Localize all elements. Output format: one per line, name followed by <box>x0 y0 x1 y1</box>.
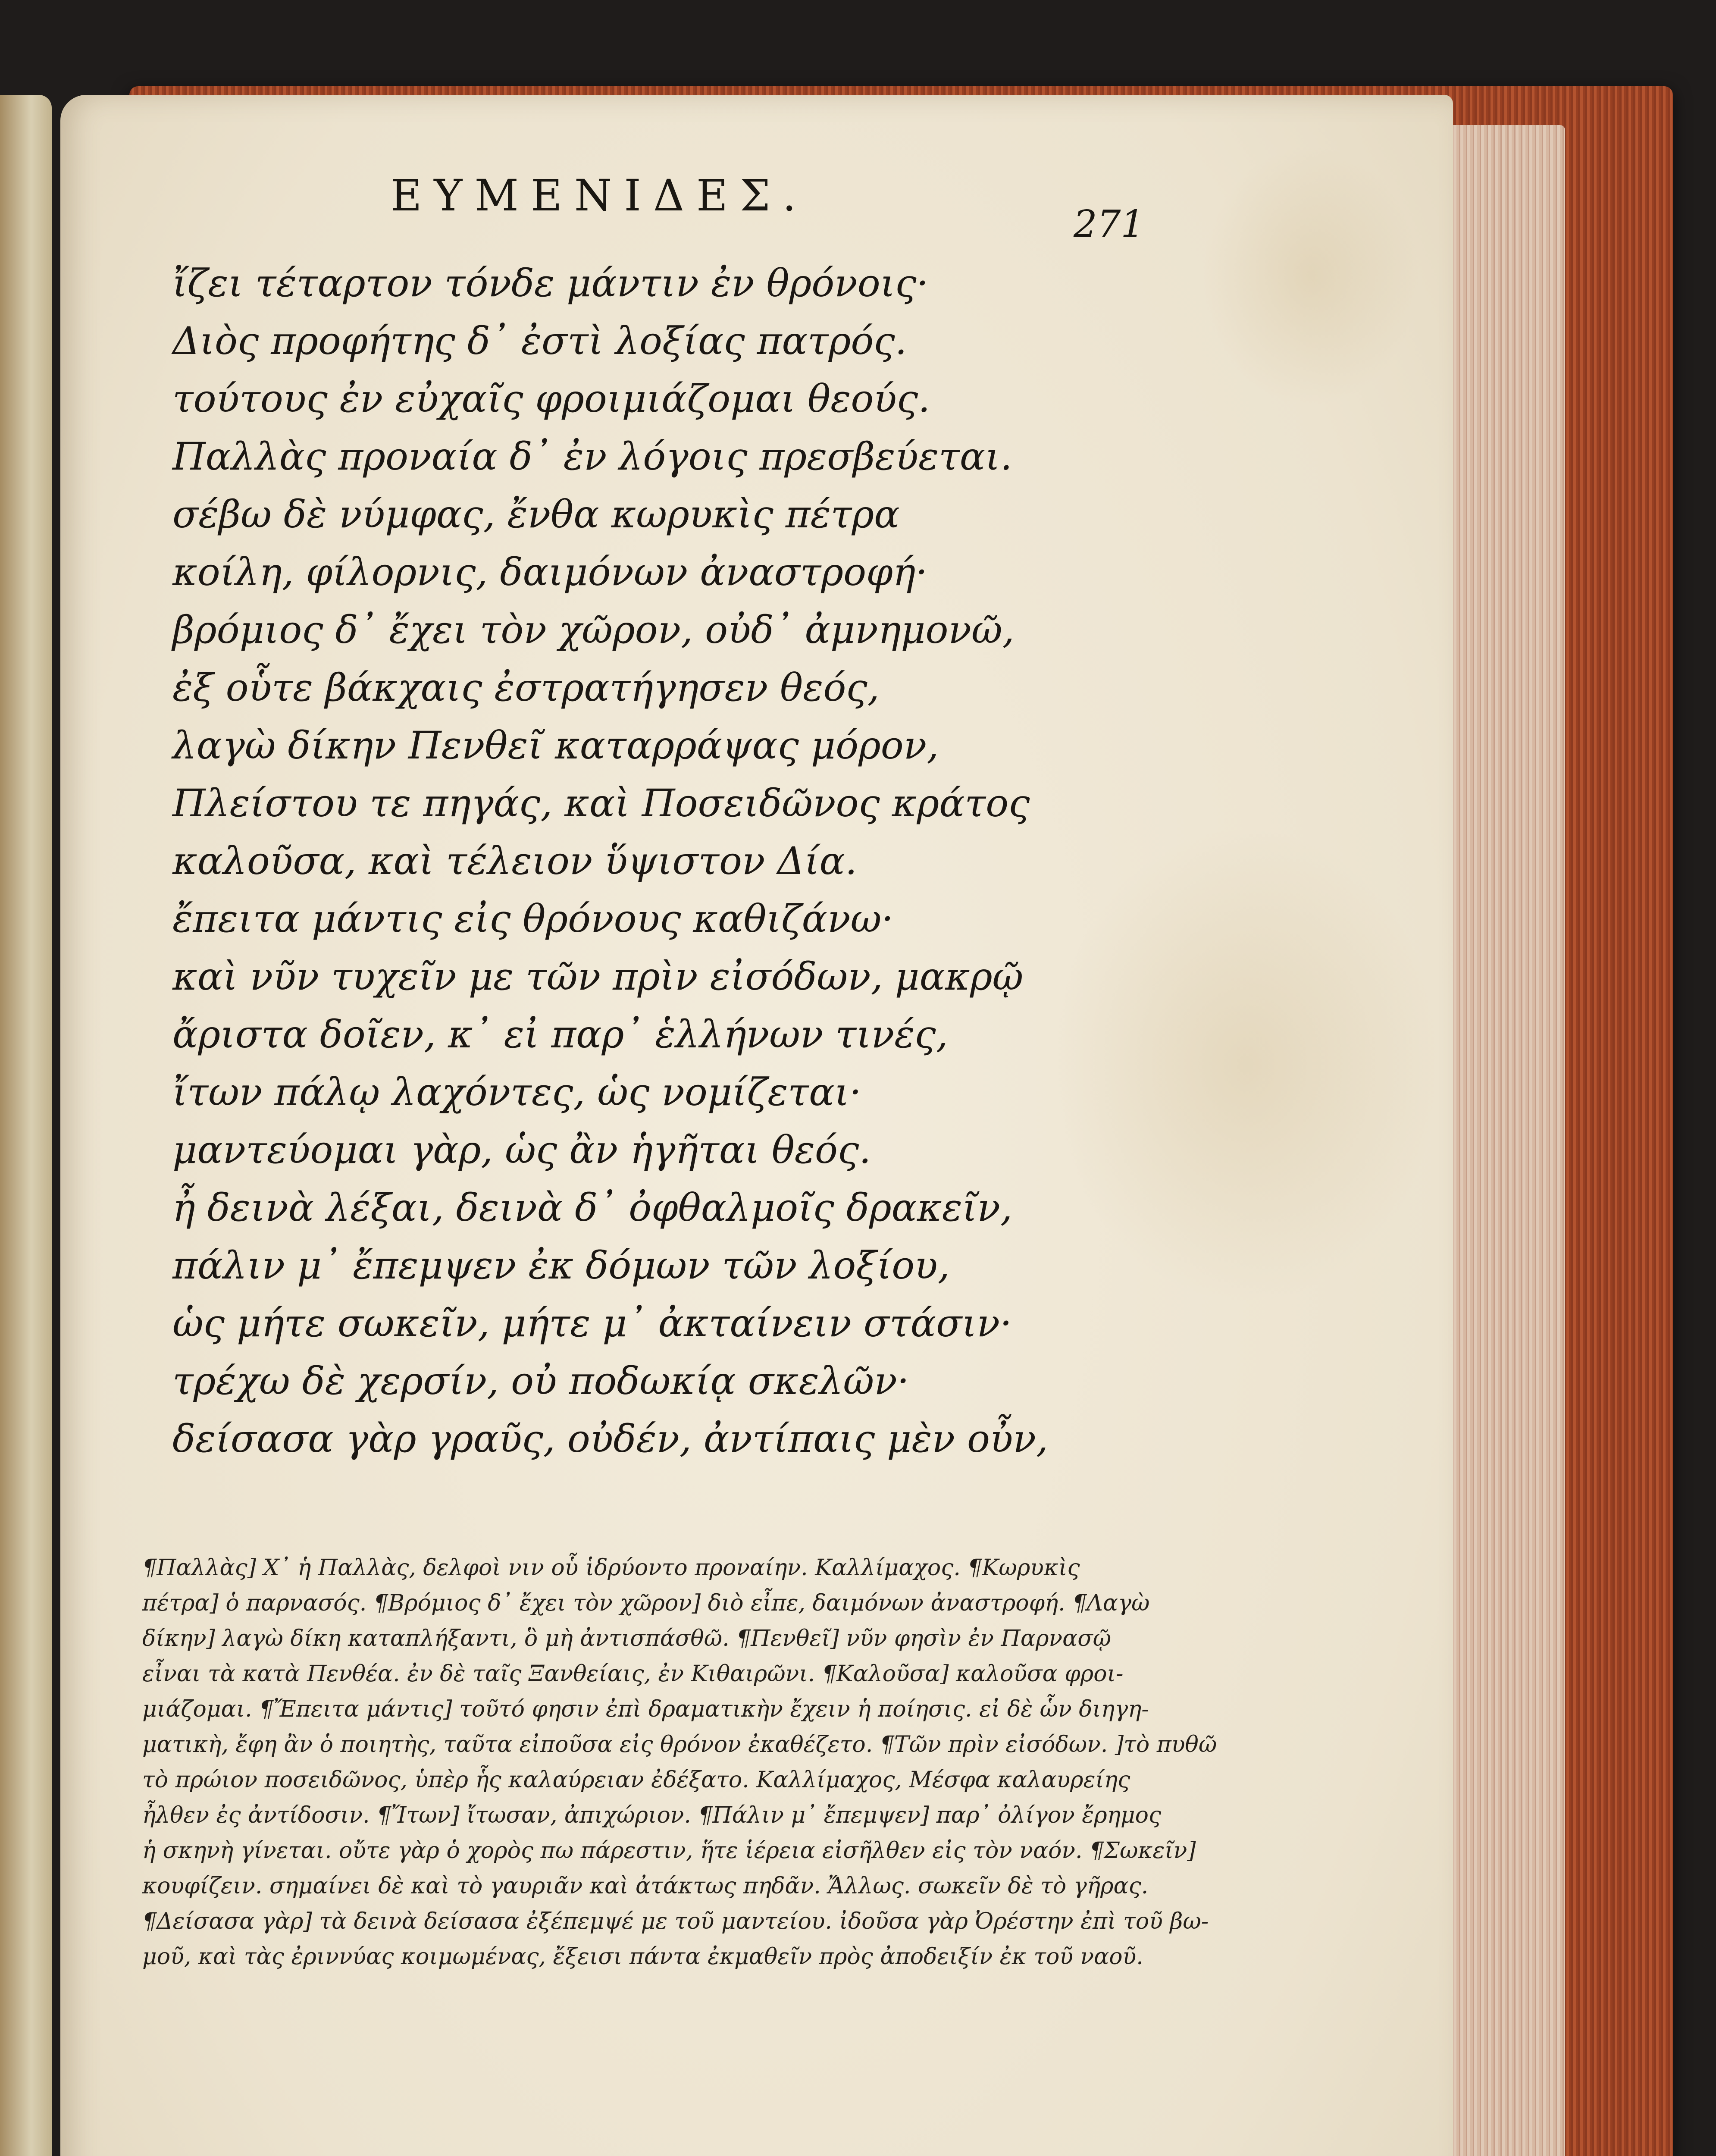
water-stain <box>1203 147 1419 405</box>
scholia-notes <box>142 1550 1217 1974</box>
verse-line: τούτους ἐν εὐχαῖς φροιμιάζομαι θεούς. <box>172 376 930 421</box>
note-line: τὸ πρώιον ποσειδῶνος, ὑπὲρ ἧς καλαύρειαν ἐδέξατο. Καλλίμαχος, Μέσφα καλαυρείης <box>142 1767 1130 1793</box>
page-number: 271 <box>1074 203 1145 246</box>
verse-line: λαγὼ δίκην Πενθεῖ καταρράψας μόρον, <box>172 723 939 768</box>
verse-line: ἦ δεινὰ λέξαι, δεινὰ δ᾽ ὀφθαλμοῖς δρακεῖν, <box>172 1185 1012 1230</box>
verse-line: ἴτων πάλῳ λαχόντες, ὡς νομίζεται· <box>172 1070 862 1114</box>
note-line: πέτρα] ὁ παρνασός. ¶Βρόμιος δ᾽ ἔχει τὸν χῶρον] διὸ εἶπε, δαιμόνων ἀναστροφή. ¶Λαγὼ <box>142 1590 1150 1616</box>
verse-line: πάλιν μ᾽ ἔπεμψεν ἐκ δόμων τῶν λοξίου, <box>172 1243 950 1288</box>
verse-line: καλοῦσα, καὶ τέλειον ὕψιστον Δία. <box>172 839 857 883</box>
page-block-edge <box>1436 125 1565 2156</box>
verse-line: ἴζει τέταρτον τόνδε μάντιν ἐν θρόνοις· <box>172 261 929 305</box>
verse-line: καὶ νῦν τυχεῖν με τῶν πρὶν εἰσόδων, μακρῷ <box>172 954 1024 999</box>
note-line: δίκην] λαγὼ δίκη καταπλήξαντι, ὃ μὴ ἀντισπάσθῶ. ¶Πενθεῖ] νῦν φησὶν ἐν Παρνασῷ <box>142 1626 1112 1651</box>
running-head: ΕΥΜΕΝΙΔΕΣ. <box>390 170 808 221</box>
note-line: ματικὴ, ἔφη ἂν ὁ ποιητὴς, ταῦτα εἰποῦσα εἰς θρόνον ἐκαθέζετο. ¶Τῶν πρὶν εἰσόδων. ]τὸ πυθῶ <box>142 1732 1217 1758</box>
note-line: κουφίζειν. σημαίνει δὲ καὶ τὸ γαυριᾶν καὶ ἀτάκτως πηδᾶν. Ἄλλως. σωκεῖν δὲ τὸ γῆρας. <box>142 1873 1149 1899</box>
note-line: μιάζομαι. ¶Ἔπειτα μάντις] τοῦτό φησιν ἐπὶ δραματικὴν ἔχειν ἡ ποίησις. εἰ δὲ ὧν διηγη- <box>142 1696 1149 1722</box>
note-line: ¶Δείσασα γὰρ] τὰ δεινὰ δείσασα ἐξέπεμψέ με τοῦ μαντείου. ἰδοῦσα γὰρ Ὀρέστην ἐπὶ τοῦ βω- <box>142 1908 1209 1934</box>
verse-line: Παλλὰς προναία δ᾽ ἐν λόγοις πρεσβεύεται. <box>172 434 1012 479</box>
note-line: εἶναι τὰ κατὰ Πενθέα. ἐν δὲ ταῖς Ξανθείαις, ἐν Κιθαιρῶνι. ¶Καλοῦσα] καλοῦσα φροι- <box>142 1661 1124 1687</box>
verse-line: ἐξ οὗτε βάκχαις ἐστρατήγησεν θεός, <box>172 665 880 710</box>
note-line: μοῦ, καὶ τὰς ἐριννύας κοιμωμένας, ἔξεισι πάντα ἐκμαθεῖν πρὸς ἀποδειξίν ἐκ τοῦ ναοῦ. <box>142 1944 1143 1970</box>
verse-line: δείσασα γὰρ γραῦς, οὐδέν, ἀντίπαις μὲν οὖν, <box>172 1416 1048 1461</box>
verse-line: σέβω δὲ νύμφας, ἔνθα κωρυκὶς πέτρα <box>172 492 900 536</box>
verse-line: κοίλη, φίλορνις, δαιμόνων ἀναστροφή· <box>172 550 928 594</box>
verse-line: βρόμιος δ᾽ ἔχει τὸν χῶρον, οὐδ᾽ ἀμνημονῶ, <box>172 608 1015 652</box>
verse-line: ὡς μήτε σωκεῖν, μήτε μ᾽ ἀκταίνειν στάσιν· <box>172 1301 1012 1345</box>
note-line: ¶Παλλὰς] Χ᾽ ἡ Παλλὰς, δελφοὶ νιν οὗ ἱδρύοντο προναίην. Καλλίμαχος. ¶Κωρυκὶς <box>142 1555 1080 1581</box>
note-line: ἡ σκηνὴ γίνεται. οὔτε γὰρ ὁ χορὸς πω πάρεστιν, ἥτε ἱέρεια εἰσῆλθεν εἰς τὸν ναόν. ¶Σωκεῖν] <box>142 1838 1196 1864</box>
verse-line: ἄριστα δοῖεν, κ᾽ εἰ παρ᾽ ἑλλήνων τινές, <box>172 1012 948 1056</box>
verse-line: τρέχω δὲ χερσίν, οὐ ποδωκίᾳ σκελῶν· <box>172 1359 909 1403</box>
verse-line: Πλείστου τε πηγάς, καὶ Ποσειδῶνος κράτος <box>172 781 1030 825</box>
verse-line: μαντεύομαι γὰρ, ὡς ἂν ἡγῆται θεός. <box>172 1128 871 1172</box>
facing-page-edge <box>0 95 52 2156</box>
verse-text <box>172 254 1207 1468</box>
verse-line: Διὸς προφήτης δ᾽ ἐστὶ λοξίας πατρός. <box>172 319 907 363</box>
verse-line: ἔπειτα μάντις εἰς θρόνους καθιζάνω· <box>172 896 894 941</box>
note-line: ἦλθεν ἐς ἀντίδοσιν. ¶Ἴτων] ἴτωσαν, ἀπιχώριον. ¶Πάλιν μ᾽ ἔπεμψεν] παρ᾽ ὀλίγον ἔρημος <box>142 1802 1162 1828</box>
